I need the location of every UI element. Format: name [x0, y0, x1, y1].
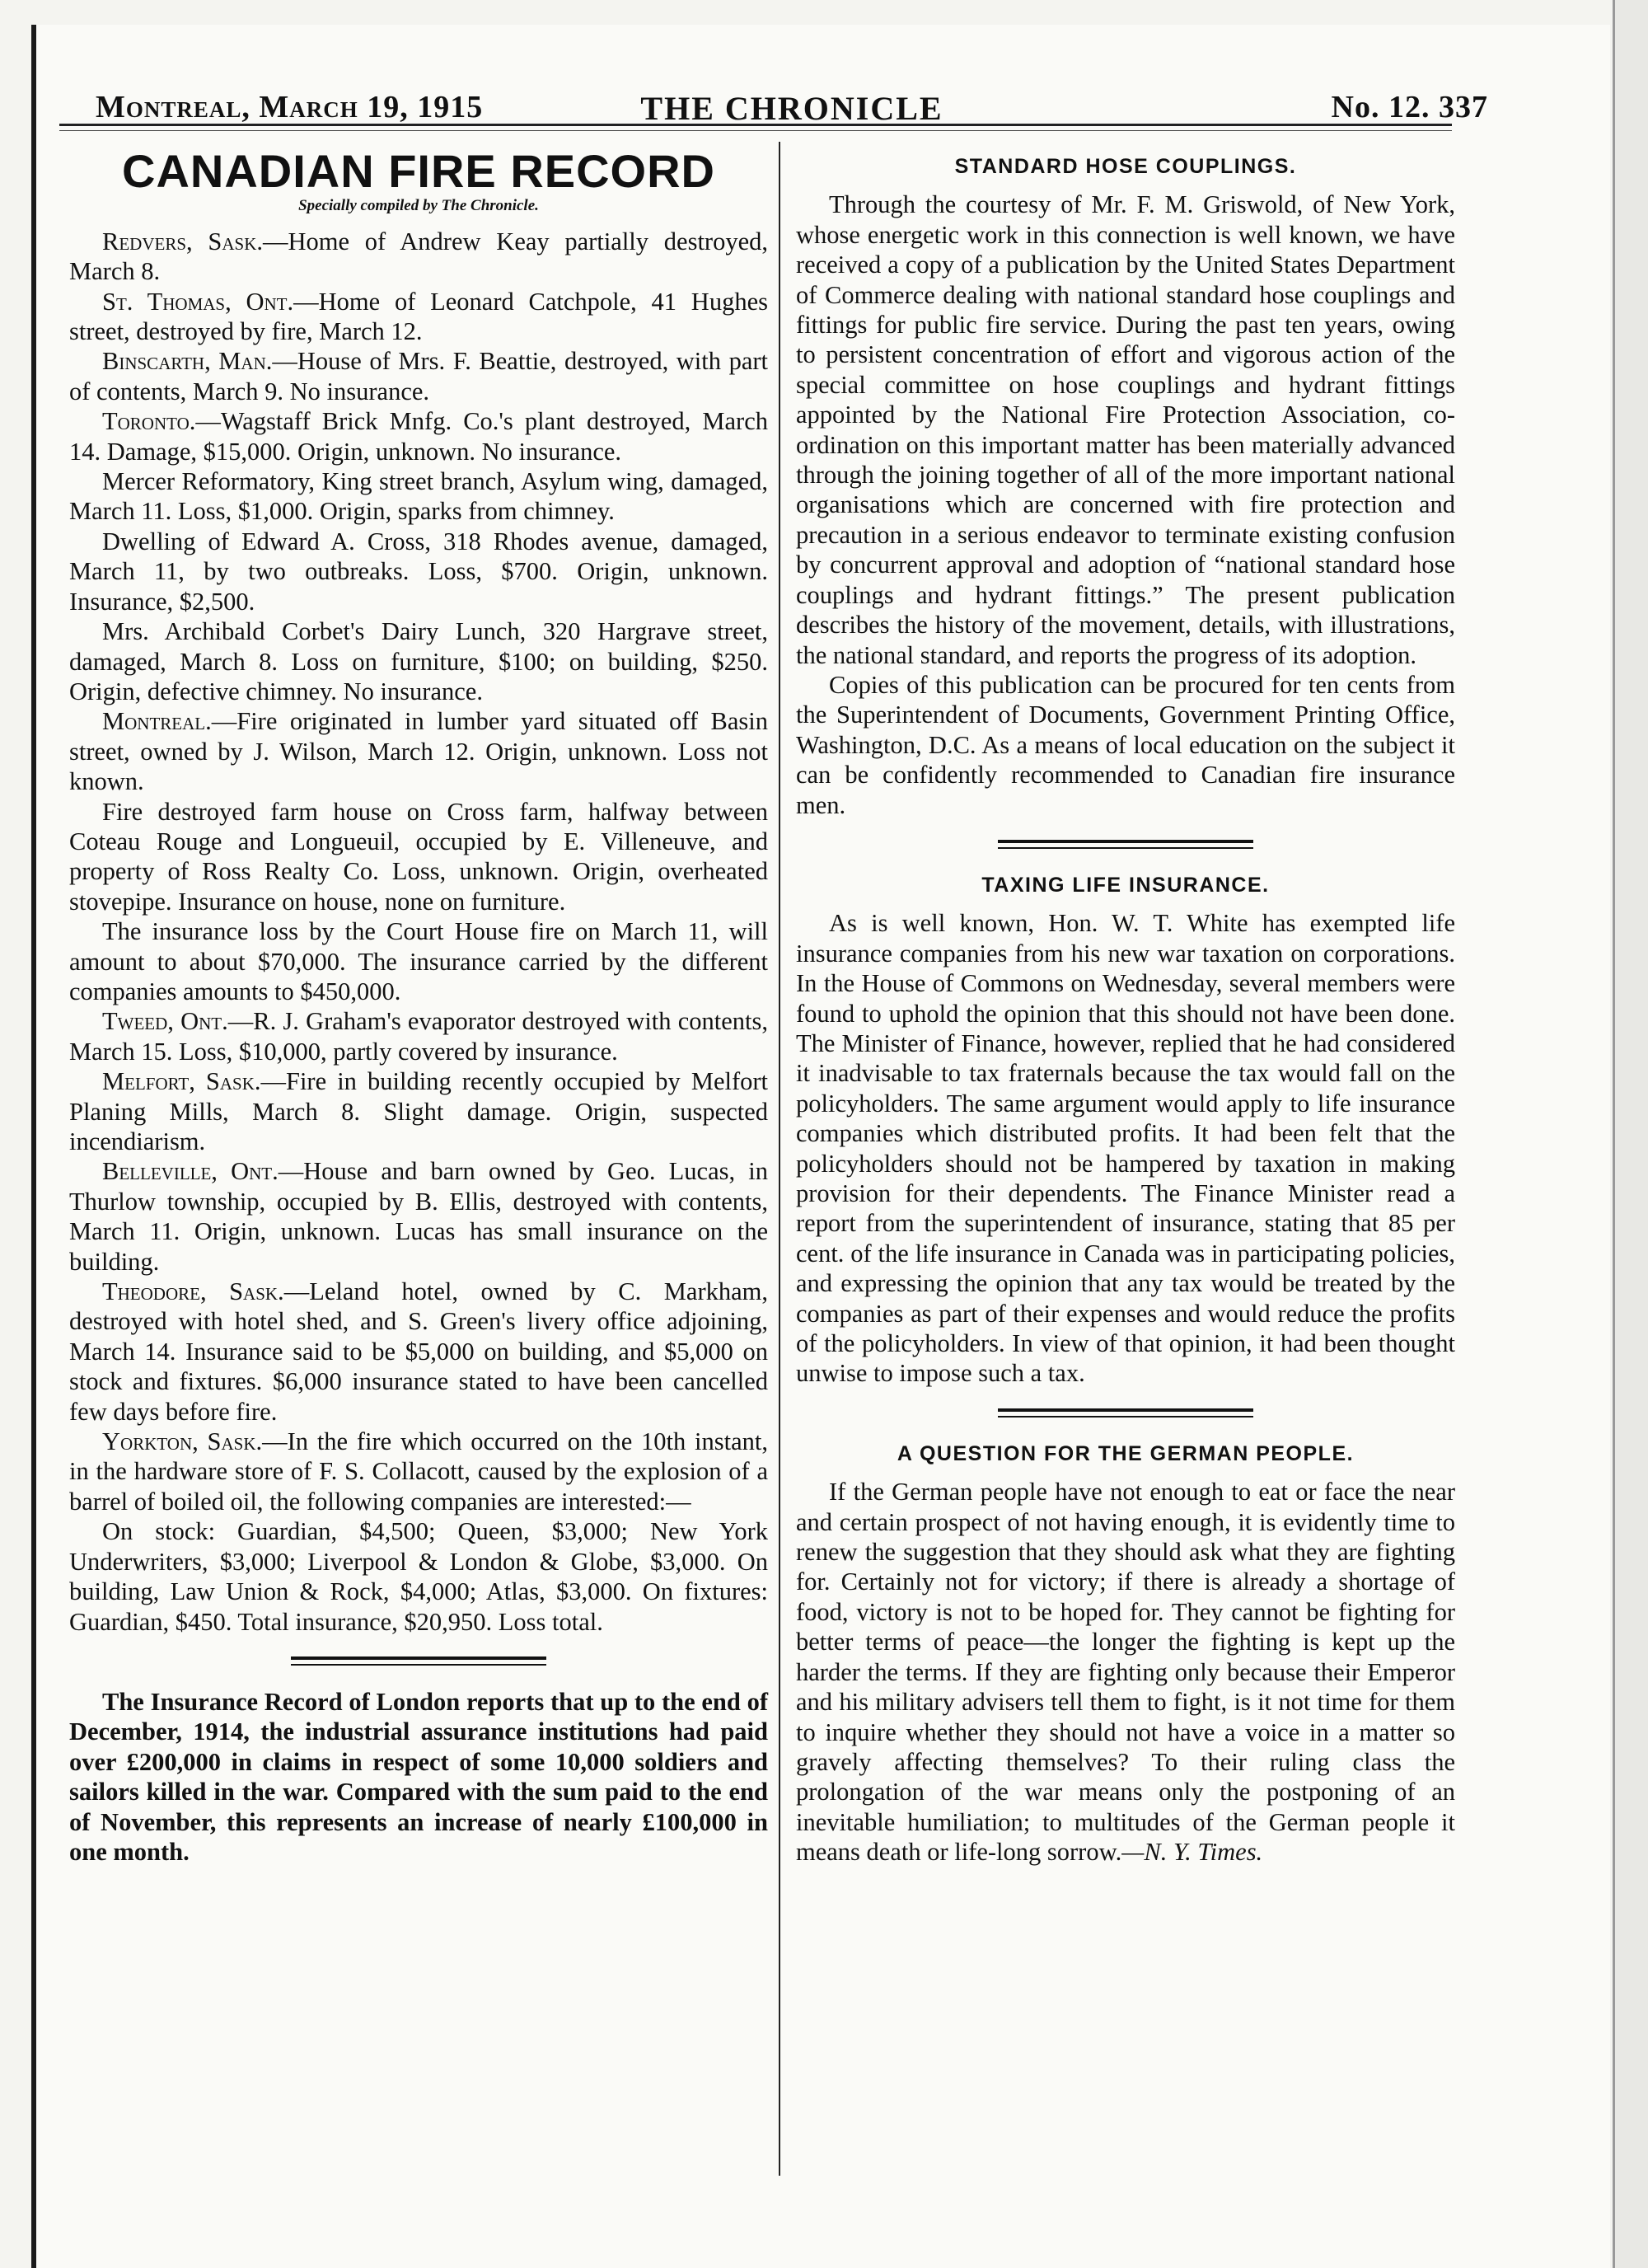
fire-record-item — [69, 346, 768, 406]
fire-record-item — [69, 227, 768, 287]
fire-record-text: —Leland hotel, owned by C. Markham, destroyed with hotel shed, and S. Green's livery office adjoining, March 14. Insurance said to be $5,000 on building, and $5,000 on stock and fixtures. $6,000 insurance stated to have been cancelled few days before fire. — [69, 1277, 768, 1426]
fire-record-place: Yorkton, Sask. — [102, 1427, 263, 1456]
section-divider — [291, 1656, 546, 1666]
section-divider — [998, 840, 1253, 849]
taxing-life-para: As is well known, Hon. W. T. White has exempted life insurance companies from his new war taxation on corporations. In the House of Commons on Wednesday, several members were found to uphold the opinion that this should not have been done. The Minister of Finance, however, replied that he had considered it inadvisable to tax fraternals because the tax would fall on the policyholders. The same argument would apply to life insurance companies which distributed profits. It had been felt that the policyholders should not be hampered by taxation in making provision for their dependents. The Finance Minister read a report from the superintendent of insurance, stating that 85 per cent. of the life insurance in Canada was in participating policies, and expressing the opinion that any tax would be treated by the companies as part of their expenses and would reduce the profits of the policyholders. In view of that opinion, it had been thought unwise to impose such a tax. — [796, 909, 1455, 1388]
fire-record-place: Montreal. — [102, 707, 212, 736]
fire-record-text: —R. J. Graham's evaporator destroyed with contents, March 15. Loss, $10,000, partly covered by insurance. — [69, 1007, 768, 1066]
header-rule-thin — [59, 130, 1452, 131]
hose-couplings-para-2: Copies of this publication can be procured for ten cents from the Superintendent of Documents, Government Printing Office, Washington, D.C. As a means of local education on the subject it can be confidently recommended to Canadian fire insurance men. — [796, 670, 1455, 819]
fire-record-item — [69, 706, 768, 796]
fire-record-place: Redvers, Sask. — [102, 227, 263, 255]
fire-record-text: —Fire originated in lumber yard situated off Basin street, owned by J. Wilson, March 12. Origin, unknown. Loss not known. — [69, 707, 768, 796]
insurance-record-note: The Insurance Record of London reports that up to the end of December, 1914, the industrial assurance institutions had paid over £200,000 in claims in respect of some 10,000 soldiers and sailors killed in the war. Compared with the sum paid to the end of November, this represents an increase of nearly £100,000 in one month. — [69, 1687, 768, 1866]
hose-couplings-title: STANDARD HOSE COUPLINGS. — [954, 155, 1297, 178]
hose-couplings-para-1: Through the courtesy of Mr. F. M. Griswold, of New York, whose energetic work in this connection is well known, we have received a copy of a publication by the United States Department of Commerce dealing with national standard hose couplings and fittings for public fire service. During the past ten years, owing to persistent concentration of effort and vigorous action of the special committee on hose couplings and hydrant fittings appointed by the National Fire Protection Association, co-ordination on this important matter has been materially advanced through the joining together of all of the more important national organisations which are concerned with fire protection and precaution in a serious endeavor to terminate existing confusion by concurrent approval and adoption of “national standard hose couplings and hydrant fittings.” The present publication describes the history of the movement, details, with illustrations, the national standard, and reports the progress of its adoption. — [796, 190, 1455, 669]
german-question-para — [796, 1477, 1455, 1867]
german-question-source: —N. Y. Times. — [1121, 1838, 1263, 1867]
fire-record-place: St. Thomas, Ont. — [102, 287, 294, 316]
fire-record-text: —In the fire which occurred on the 10th instant, in the hardware store of F. S. Collacott, caused by the explosion of a barrel of boiled oil, the following companies are interested:— — [69, 1427, 768, 1516]
column-divider — [779, 142, 780, 2176]
fire-record-text: —House and barn owned by Geo. Lucas, in Thurlow township, occupied by B. Ellis, destroyed with contents, March 11. Origin, unknown. Lucas has small insurance on the building. — [69, 1157, 768, 1276]
header-dateline: Montreal, March 19, 1915 — [96, 90, 484, 124]
fire-record-item — [69, 797, 768, 917]
fire-record-place: Melfort, Sask. — [102, 1067, 261, 1096]
fire-record-text: —Wagstaff Brick Mnfg. Co.'s plant destroyed, March 14. Damage, $15,000. Origin, unknown. No insurance. — [69, 407, 768, 466]
fire-record-item — [69, 287, 768, 347]
fire-record-item — [69, 1427, 768, 1516]
fire-record-list — [69, 227, 768, 1637]
fire-record-text: Mrs. Archibald Corbet's Dairy Lunch, 320 Hargrave street, damaged, March 8. Loss on furniture, $100; on building, $250. Origin, defective chimney. No insurance. — [69, 617, 768, 705]
fire-record-item — [69, 1156, 768, 1277]
fire-record-text: —House of Mrs. F. Beattie, destroyed, with part of contents, March 9. No insurance. — [69, 347, 768, 405]
german-question-text: If the German people have not enough to eat or face the near and certain prospect of not having enough, it is evidently time to renew the suggestion that they should ask what they are fighting for. Certainly not for victory; if there is already a shortage of food, victory is not to be hoped for. They cannot be fighting for better terms of peace—the longer the fighting is kept up the harder the terms. If they are fighting only because their Emperor and his military advisers tell them to fight, is it not time for them to inquire whether they should not have a voice in a matter so gravely affecting themselves? To their ruling class the prolongation of the war means only the postponing of an inevitable humiliation; to multitudes of the German people it means death or life-long sorrow. — [796, 1478, 1455, 1867]
page-edge — [1615, 0, 1648, 2268]
fire-record-place: Toronto. — [102, 407, 196, 436]
left-column — [69, 145, 768, 1867]
fire-record-text: On stock: Guardian, $4,500; Queen, $3,000; New York Underwriters, $3,000; Liverpool & London & Globe, $3,000. On building, Law Union & Rock, $4,000; Atlas, $3,000. On fixtures: Guardian, $450. Total insurance, $20,950. Loss total. — [69, 1517, 768, 1636]
german-question-title: A QUESTION FOR THE GERMAN PEOPLE. — [897, 1441, 1355, 1465]
fire-record-place: Tweed, Ont. — [102, 1007, 228, 1036]
fire-record-text: —Fire in building recently occupied by Melfort Planing Mills, March 8. Slight damage. Origin, suspected incendiarism. — [69, 1067, 768, 1155]
fire-record-place: Binscarth, Man. — [102, 347, 273, 376]
right-column — [796, 148, 1455, 1867]
fire-record-item — [69, 406, 768, 466]
fire-record-item — [69, 1277, 768, 1427]
fire-record-place: Belleville, Ont. — [102, 1157, 279, 1186]
fire-record-title: CANADIAN FIRE RECORD — [122, 145, 715, 197]
fire-record-subtitle: Specially compiled by The Chronicle. — [298, 197, 539, 215]
section-divider — [998, 1408, 1253, 1418]
fire-record-item — [69, 616, 768, 706]
fire-record-place: Theodore, Sask. — [102, 1277, 284, 1306]
fire-record-item — [69, 1066, 768, 1156]
fire-record-text: The insurance loss by the Court House fire on March 11, will amount to about $70,000. The insurance carried by the different companies amounts to $450,000. — [69, 917, 768, 1005]
header-publication: THE CHRONICLE — [640, 90, 943, 127]
fire-record-text: —Home of Andrew Keay partially destroyed, March 8. — [69, 227, 768, 286]
fire-record-text: —Home of Leonard Catchpole, 41 Hughes street, destroyed by fire, March 12. — [69, 287, 768, 346]
fire-record-item — [69, 916, 768, 1006]
header-issue-page: No. 12. 337 — [1331, 90, 1488, 124]
fire-record-item — [69, 1516, 768, 1637]
fire-record-text: Mercer Reformatory, King street branch, Asylum wing, damaged, March 11. Loss, $1,000. Origin, sparks from chimney. — [69, 467, 768, 526]
fire-record-item — [69, 466, 768, 527]
page-header — [96, 73, 1488, 130]
fire-record-item — [69, 527, 768, 616]
header-rule — [59, 124, 1452, 126]
fire-record-item — [69, 1006, 768, 1066]
taxing-life-title: TAXING LIFE INSURANCE. — [981, 873, 1270, 897]
fire-record-text: Fire destroyed farm house on Cross farm, halfway between Coteau Rouge and Longueuil, occupied by E. Villeneuve, and property of Ross Realty Co. Loss, unknown. Origin, overheated stovepipe. Insurance on house, none on furniture. — [69, 797, 768, 916]
fire-record-text: Dwelling of Edward A. Cross, 318 Rhodes avenue, damaged, March 11, by two outbreaks. Loss, $700. Origin, unknown. Insurance, $2,500. — [69, 527, 768, 616]
